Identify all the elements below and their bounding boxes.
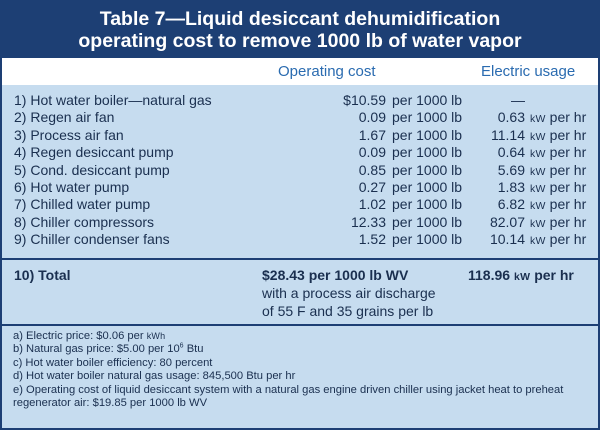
row-operating-cost xyxy=(268,196,463,213)
total-cost: $28.43 per 1000 lb WV xyxy=(262,267,409,283)
table-row xyxy=(2,109,598,126)
kw-unit: kW xyxy=(530,182,546,195)
row-cost-unit: per 1000 lb xyxy=(392,213,463,230)
total-electric-value: 118.96 xyxy=(468,267,511,283)
footnotes xyxy=(2,326,598,428)
column-headers xyxy=(2,58,598,85)
row-cost-value: 0.09 xyxy=(358,144,386,161)
kw-unit: kW xyxy=(513,271,531,283)
table-title-line2: operating cost to remove 1000 lb of water vapor xyxy=(78,30,522,52)
row-operating-cost xyxy=(268,161,463,179)
row-operating-cost xyxy=(268,231,463,248)
row-operating-cost xyxy=(268,144,463,161)
row-item-label: 8) Chiller compressors xyxy=(14,213,155,230)
row-cost-value: 1.67 xyxy=(358,126,386,143)
row-cost-unit: per 1000 lb xyxy=(392,231,463,248)
table-row xyxy=(2,92,598,109)
total-row xyxy=(2,260,598,324)
total-label: 10) Total xyxy=(14,267,71,283)
row-electric-per: per hr xyxy=(549,196,587,213)
footnote-a xyxy=(13,330,598,343)
row-electric-per: per hr xyxy=(549,231,587,248)
table-row xyxy=(2,196,598,213)
row-item-label: 2) Regen air fan xyxy=(14,109,115,126)
footnote-b-exponent: 6 xyxy=(179,342,184,350)
column-header-electric-usage: Electric usage xyxy=(481,63,576,80)
row-item-label: 5) Cond. desiccant pump xyxy=(14,161,170,178)
row-cost-unit: per 1000 lb xyxy=(392,178,463,195)
footnote-b-unit: Btu xyxy=(186,343,204,356)
kw-unit: kW xyxy=(530,200,546,213)
kw-unit: kW xyxy=(530,165,546,178)
total-electric-unit: per hr xyxy=(534,267,574,283)
table-row xyxy=(2,127,598,144)
table-title-line1: Table 7—Liquid desiccant dehumidification xyxy=(99,8,501,30)
row-electric-per: per hr xyxy=(549,126,587,143)
footnote-a-unit: kWh xyxy=(146,331,166,341)
row-operating-cost xyxy=(268,213,463,231)
row-item-label: 3) Process air fan xyxy=(14,126,124,143)
row-cost-unit: per 1000 lb xyxy=(392,109,463,126)
row-electric-value: 82.07 xyxy=(489,213,525,230)
row-electric-per: per hr xyxy=(549,144,587,161)
total-note-line2: of 55 F and 35 grains per lb xyxy=(262,303,434,319)
row-electric-value: 0.64 xyxy=(497,144,525,161)
row-cost-unit: per 1000 lb xyxy=(392,144,463,161)
row-operating-cost xyxy=(268,109,463,126)
footnote-b xyxy=(13,343,598,356)
row-electric-value: 11.14 xyxy=(491,126,525,143)
row-cost-value: 0.85 xyxy=(358,161,386,178)
row-operating-cost xyxy=(268,92,463,109)
row-cost-value: 1.52 xyxy=(358,231,386,248)
kw-unit: kW xyxy=(530,235,546,248)
row-electric-value: — xyxy=(511,92,525,108)
kw-unit: kW xyxy=(530,113,546,126)
row-cost-unit: per 1000 lb xyxy=(392,92,463,108)
row-cost-unit: per 1000 lb xyxy=(392,196,463,213)
row-operating-cost xyxy=(268,126,463,144)
row-cost-value: $10.59 xyxy=(343,92,386,108)
footnote-b-text: b) Natural gas price: $5.00 per 10 xyxy=(13,343,180,356)
footnote-a-text: a) Electric price: $0.06 per xyxy=(13,330,144,342)
footnote-c: c) Hot water boiler efficiency: 80 percent xyxy=(13,356,213,369)
table-row xyxy=(2,162,598,179)
table-body xyxy=(2,85,598,258)
table-row xyxy=(2,231,598,248)
row-electric-value: 1.83 xyxy=(497,178,525,195)
row-item-label: 7) Chilled water pump xyxy=(14,196,151,213)
table-row xyxy=(2,214,598,231)
kw-unit: kW xyxy=(530,130,546,143)
row-cost-value: 0.09 xyxy=(358,109,386,126)
row-item-label: 1) Hot water boiler—natural gas xyxy=(14,92,212,108)
table-row xyxy=(2,179,598,196)
table-title xyxy=(2,2,598,58)
row-cost-unit: per 1000 lb xyxy=(392,161,463,178)
column-header-operating-cost: Operating cost xyxy=(278,63,376,80)
total-note-line1: with a process air discharge xyxy=(262,285,436,301)
kw-unit: kW xyxy=(530,148,546,161)
row-electric-per: per hr xyxy=(549,178,587,195)
row-electric-per: per hr xyxy=(549,213,587,230)
row-operating-cost xyxy=(268,178,463,196)
total-electric xyxy=(468,267,574,283)
row-cost-value: 1.02 xyxy=(358,196,386,213)
row-electric-value: 6.82 xyxy=(497,196,525,213)
footnote-e: e) Operating cost of liquid desiccant system with a natural gas engine driven chiller using jacket heat to preheat regenerator air: $19.85 per 1000 lb WV xyxy=(13,383,564,410)
row-item-label: 4) Regen desiccant pump xyxy=(14,144,174,161)
row-cost-value: 12.33 xyxy=(350,213,386,230)
row-cost-unit: per 1000 lb xyxy=(392,126,463,143)
footnote-d: d) Hot water boiler natural gas usage: 845,500 Btu per hr xyxy=(13,370,296,383)
row-electric-value: 5.69 xyxy=(497,161,525,178)
row-item-label: 6) Hot water pump xyxy=(14,178,130,195)
row-electric-per: per hr xyxy=(549,109,587,126)
kw-unit: kW xyxy=(530,217,546,230)
row-electric-value: 0.63 xyxy=(497,109,525,126)
row-item-label: 9) Chiller condenser fans xyxy=(14,231,170,248)
row-electric-value: 10.14 xyxy=(489,231,525,248)
table-row xyxy=(2,144,598,161)
row-cost-value: 0.27 xyxy=(358,178,386,195)
row-electric-unit xyxy=(530,231,586,250)
row-electric-per: per hr xyxy=(549,161,587,178)
